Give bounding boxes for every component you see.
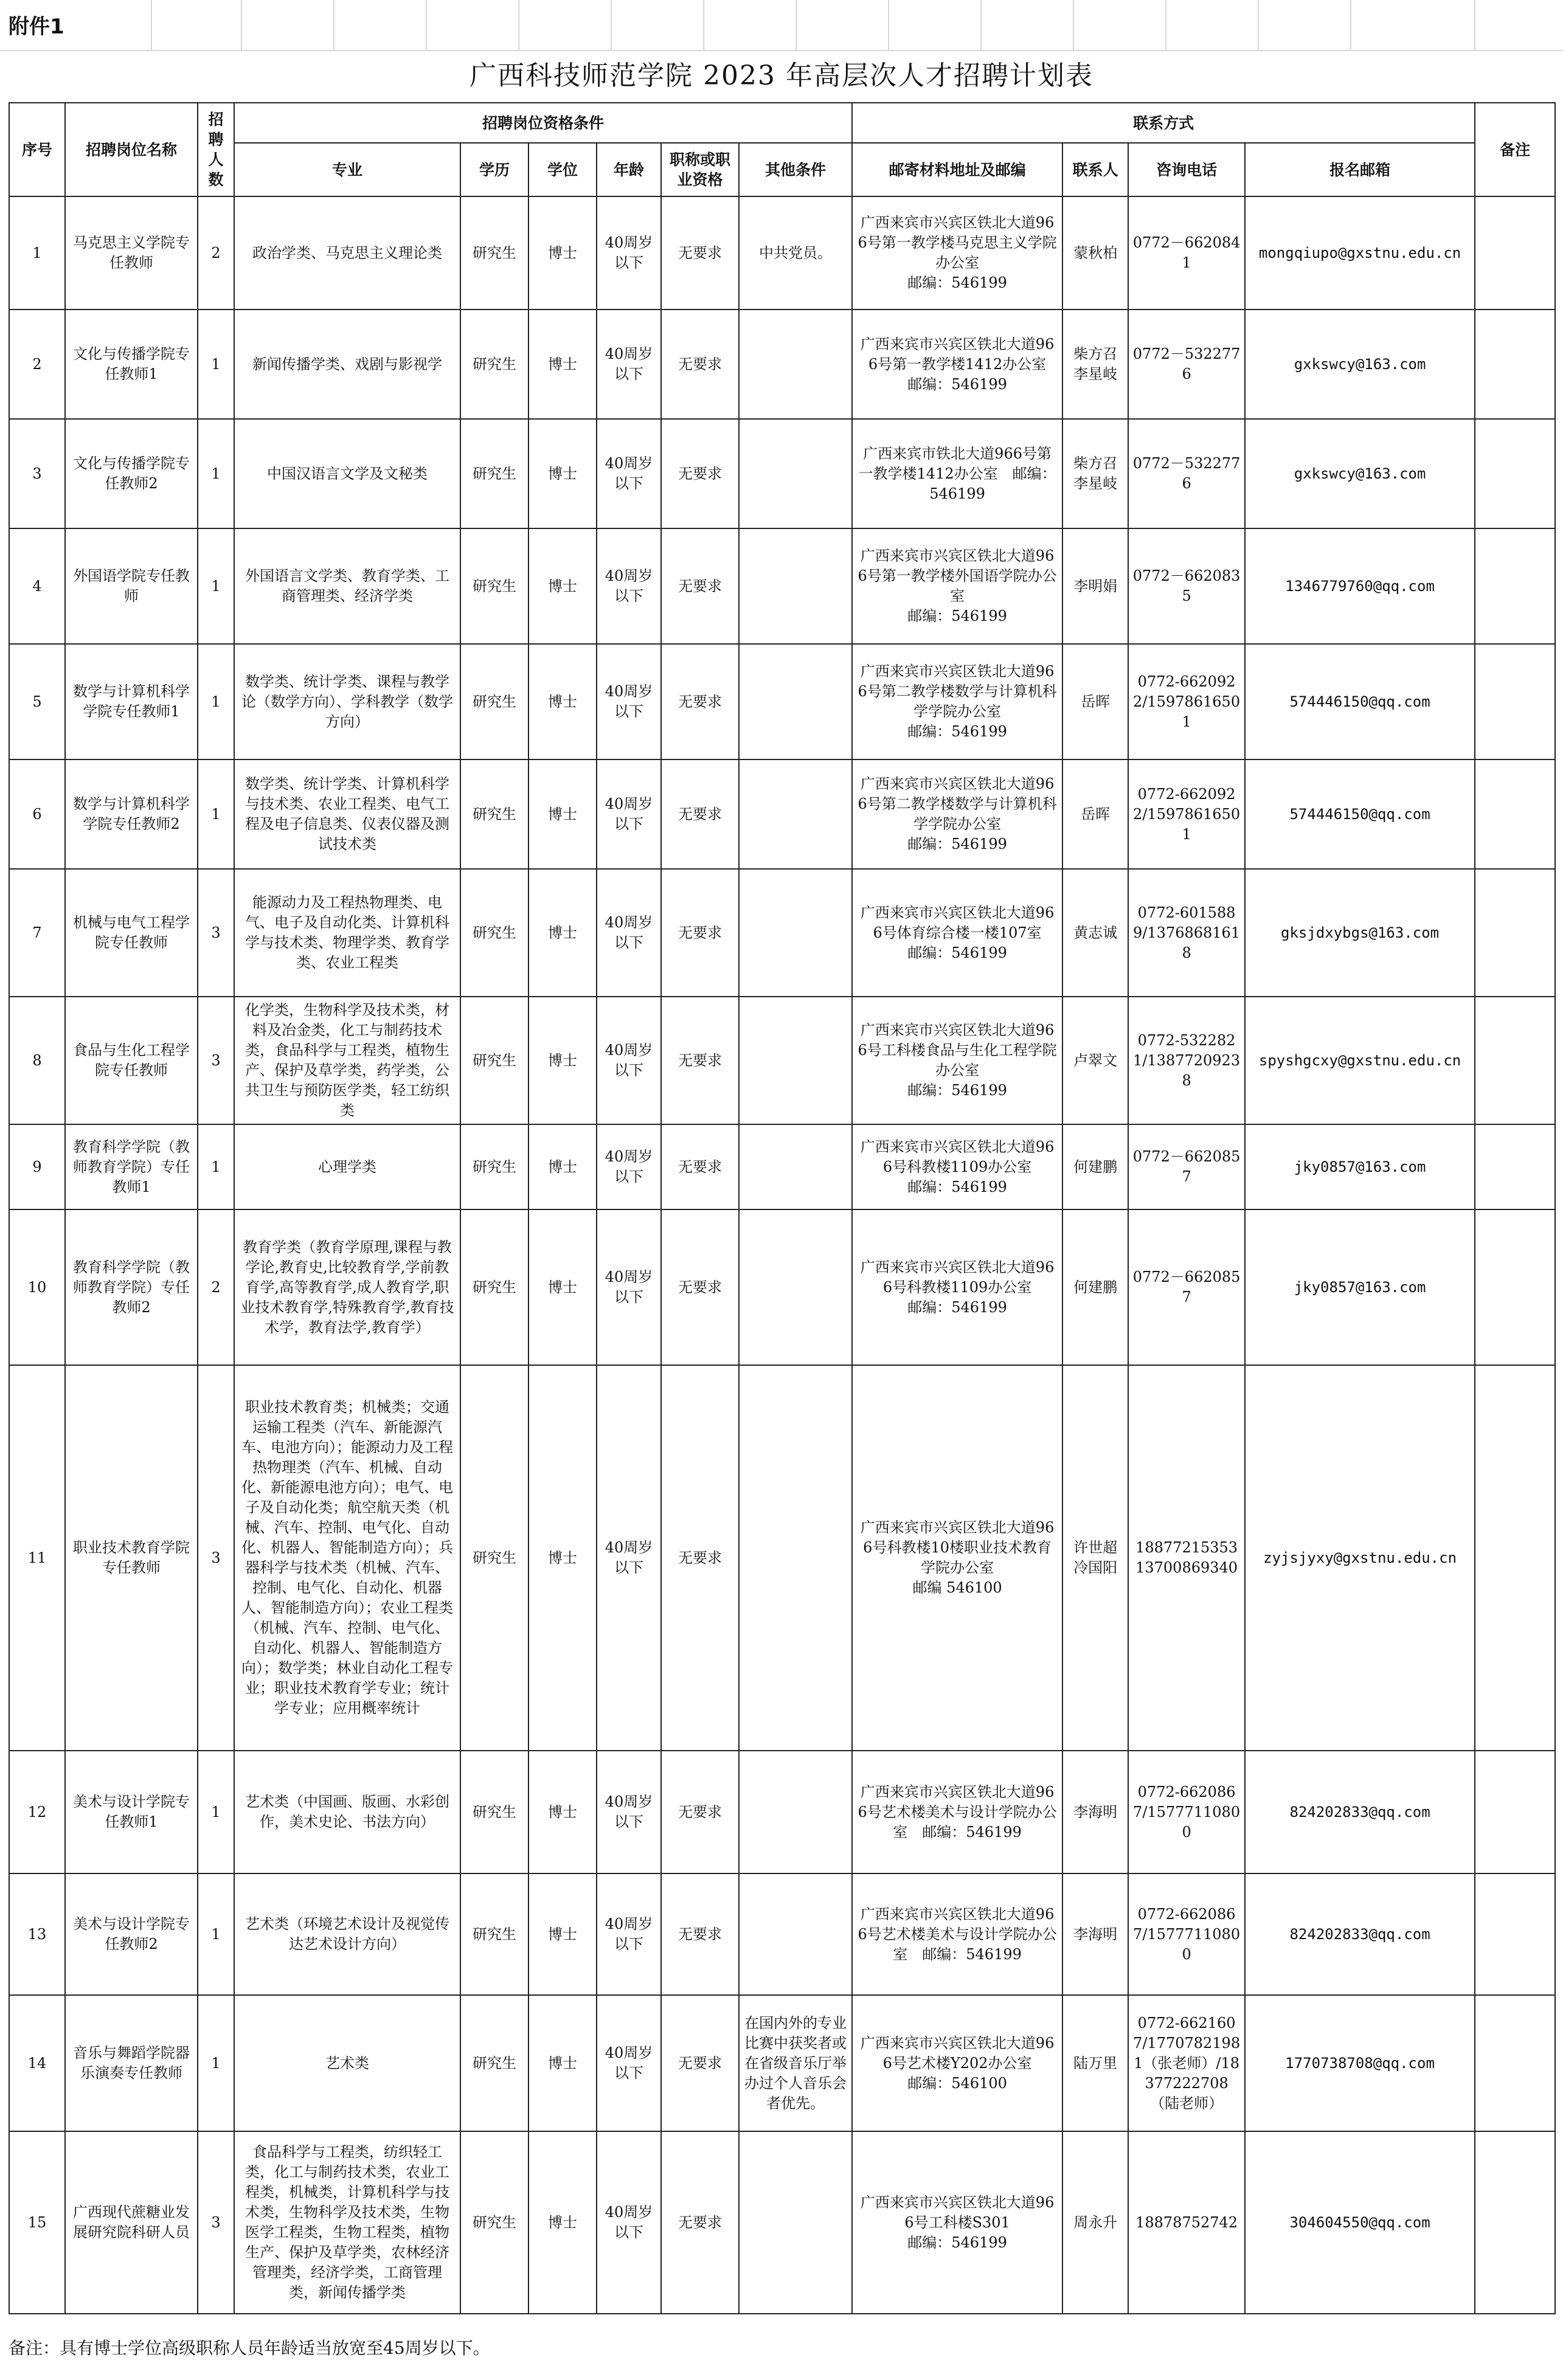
cell-email: 304604550@qq.com: [1245, 2131, 1475, 2314]
cell-address: 广西来宾市兴宾区铁北大道966号艺术楼美术与设计学院办公室 邮编：546199: [852, 1751, 1062, 1873]
cell-post: 食品与生化工程学院专任教师: [65, 997, 198, 1124]
cell-phone: 0772-6015889/13768681618: [1128, 869, 1245, 997]
cell-degree: 博士: [529, 997, 597, 1124]
cell-major: 能源动力及工程热物理类、电气、电子及自动化类、计算机科学与技术类、物理学类、教育学类、农业工程类: [234, 869, 460, 997]
cell-contact: 卢翠文: [1062, 997, 1128, 1124]
footnote: 备注：具有博士学位高级职称人员年龄适当放宽至45周岁以下。: [9, 2338, 490, 2358]
cell-remark: [1475, 1124, 1555, 1209]
cell-remark: [1475, 1209, 1555, 1365]
cell-major: 职业技术教育类；机械类；交通运输工程类（汽车、新能源汽车、电池方向）；能源动力及工程热物理类（汽车、机械、自动化、新能源电池方向）；电气、电子及自动化类；航空航天类（机械、汽车、控制、电气化、自动化、机器人、智能制造方向）；兵器科学与技术类（机械、汽车、控制、电气化、自动化、机器人、智能制造方向）；农业工程类（机械、汽车、控制、电气化、自动化、机器人、智能制造方向）；数学类；林业自动化工程专业；职业技术教育学专业；统计学专业；应用概率统计: [234, 1365, 460, 1751]
header-email: 报名邮箱: [1245, 143, 1475, 196]
table-row: [9, 1751, 1555, 1873]
cell-edu: 研究生: [460, 196, 529, 310]
cell-contact: 何建鹏: [1062, 1209, 1128, 1365]
table-row: [9, 1124, 1555, 1209]
cell-age: 40周岁以下: [597, 1751, 661, 1873]
cell-address: 广西来宾市兴宾区铁北大道966号体育综合楼一楼107室 邮编：546199: [852, 869, 1062, 997]
cell-email: gksjdxybgs@163.com: [1245, 869, 1475, 997]
cell-email: 574446150@qq.com: [1245, 759, 1475, 869]
cell-other: 在国内外的专业比赛中获奖者或在省级音乐厅举办过个人音乐会者优先。: [739, 1995, 852, 2131]
cell-title-req: 无要求: [661, 310, 739, 419]
cell-address: 广西来宾市铁北大道966号第一教学楼1412办公室 邮编：546199: [852, 419, 1062, 528]
cell-degree: 博士: [529, 1873, 597, 1995]
table-row: [9, 869, 1555, 997]
cell-remark: [1475, 1365, 1555, 1751]
cell-phone: 0772－6620835: [1128, 528, 1245, 644]
header-phone: 咨询电话: [1128, 143, 1245, 196]
cell-count: 3: [198, 2131, 234, 2314]
cell-count: 3: [198, 1365, 234, 1751]
cell-post: 机械与电气工程学院专任教师: [65, 869, 198, 997]
cell-post: 音乐与舞蹈学院器乐演奏专任教师: [65, 1995, 198, 2131]
cell-title-req: 无要求: [661, 1873, 739, 1995]
cell-other: [739, 997, 852, 1124]
cell-title-req: 无要求: [661, 1995, 739, 2131]
cell-major: 数学类、统计学类、课程与教学论（数学方向）、学科教学（数学方向）: [234, 644, 460, 759]
cell-post: 文化与传播学院专任教师2: [65, 419, 198, 528]
attachment-label: 附件1: [9, 15, 64, 39]
cell-phone: 0772-6620867/15777110800: [1128, 1751, 1245, 1873]
table-row: [9, 644, 1555, 759]
cell-no: 8: [9, 997, 65, 1124]
cell-email: 574446150@qq.com: [1245, 644, 1475, 759]
cell-major: 数学类、统计学类、计算机科学与技术类、农业工程类、电气工程及电子信息类、仪表仪器及测试技术类: [234, 759, 460, 869]
header-count: 招聘人数: [198, 103, 234, 196]
cell-count: 1: [198, 310, 234, 419]
cell-remark: [1475, 196, 1555, 310]
cell-contact: 周永升: [1062, 2131, 1128, 2314]
cell-phone: 0772－5322776: [1128, 310, 1245, 419]
cell-degree: 博士: [529, 869, 597, 997]
cell-title-req: 无要求: [661, 997, 739, 1124]
cell-major: 教育学类（教育学原理,课程与教学论,教育史,比较教育学,学前教育学,高等教育学,成人教育学,职业技术教育学,特殊教育学,教育技术学，教育法学,教育学）: [234, 1209, 460, 1365]
cell-remark: [1475, 419, 1555, 528]
cell-degree: 博士: [529, 1124, 597, 1209]
cell-title-req: 无要求: [661, 419, 739, 528]
cell-count: 1: [198, 419, 234, 528]
cell-other: [739, 1751, 852, 1873]
cell-no: 3: [9, 419, 65, 528]
cell-address: 广西来宾市兴宾区铁北大道966号第二教学楼数学与计算机科学学院办公室 邮编：546199: [852, 759, 1062, 869]
cell-other: [739, 2131, 852, 2314]
cell-age: 40周岁以下: [597, 644, 661, 759]
table-row: [9, 759, 1555, 869]
header-contact: 联系人: [1062, 143, 1128, 196]
cell-remark: [1475, 869, 1555, 997]
cell-count: 2: [198, 196, 234, 310]
recruitment-table: [9, 102, 1556, 2314]
cell-address: 广西来宾市兴宾区铁北大道966号科教楼1109办公室 邮编：546199: [852, 1124, 1062, 1209]
header-qualification-group: 招聘岗位资格条件: [234, 103, 852, 143]
cell-major: 化学类，生物科学及技术类，材料及冶金类，化工与制药技术类，食品科学与工程类，植物生产、保护及草学类，药学类，公共卫生与预防医学类，轻工纺织类: [234, 997, 460, 1124]
cell-email: 824202833@qq.com: [1245, 1873, 1475, 1995]
cell-phone: 0772－5322776: [1128, 419, 1245, 528]
cell-phone: 0772－6620841: [1128, 196, 1245, 310]
cell-age: 40周岁以下: [597, 310, 661, 419]
cell-address: 广西来宾市兴宾区铁北大道966号第一教学楼马克思主义学院办公室 邮编：546199: [852, 196, 1062, 310]
cell-contact: 李海明: [1062, 1751, 1128, 1873]
cell-major: 政治学类、马克思主义理论类: [234, 196, 460, 310]
cell-edu: 研究生: [460, 869, 529, 997]
cell-count: 3: [198, 869, 234, 997]
cell-no: 4: [9, 528, 65, 644]
cell-email: 1770738708@qq.com: [1245, 1995, 1475, 2131]
cell-count: 1: [198, 528, 234, 644]
cell-age: 40周岁以下: [597, 759, 661, 869]
cell-age: 40周岁以下: [597, 528, 661, 644]
cell-edu: 研究生: [460, 1873, 529, 1995]
table-row: [9, 1365, 1555, 1751]
cell-major: 外国语言文学类、教育学类、工商管理类、经济学类: [234, 528, 460, 644]
header-post: 招聘岗位名称: [65, 103, 198, 196]
cell-address: 广西来宾市兴宾区铁北大道966号工科楼食品与生化工程学院办公室 邮编：546199: [852, 997, 1062, 1124]
cell-other: [739, 1873, 852, 1995]
cell-other: [739, 310, 852, 419]
cell-other: [739, 419, 852, 528]
cell-title-req: 无要求: [661, 1124, 739, 1209]
table-row: [9, 196, 1555, 310]
header-title-requirement: 职称或职业资格: [661, 143, 739, 196]
cell-post: 文化与传播学院专任教师1: [65, 310, 198, 419]
cell-other: [739, 644, 852, 759]
cell-title-req: 无要求: [661, 1365, 739, 1751]
cell-count: 3: [198, 997, 234, 1124]
cell-address: 广西来宾市兴宾区铁北大道966号科教楼10楼职业技术教育学院办公室 邮编 546100: [852, 1365, 1062, 1751]
cell-degree: 博士: [529, 528, 597, 644]
cell-degree: 博士: [529, 1209, 597, 1365]
cell-phone: 18877215353 13700869340: [1128, 1365, 1245, 1751]
cell-count: 1: [198, 1995, 234, 2131]
cell-contact: 柴方召 李星岐: [1062, 419, 1128, 528]
header-education: 学历: [460, 143, 529, 196]
cell-contact: 柴方召 李星岐: [1062, 310, 1128, 419]
cell-remark: [1475, 310, 1555, 419]
cell-no: 2: [9, 310, 65, 419]
cell-phone: 0772-6620922/15978616501: [1128, 759, 1245, 869]
cell-contact: 李海明: [1062, 1873, 1128, 1995]
cell-edu: 研究生: [460, 997, 529, 1124]
cell-contact: 何建鹏: [1062, 1124, 1128, 1209]
cell-no: 5: [9, 644, 65, 759]
cell-no: 13: [9, 1873, 65, 1995]
table-row: [9, 1873, 1555, 1995]
cell-remark: [1475, 759, 1555, 869]
cell-no: 6: [9, 759, 65, 869]
cell-email: 824202833@qq.com: [1245, 1751, 1475, 1873]
cell-count: 1: [198, 1751, 234, 1873]
cell-remark: [1475, 2131, 1555, 2314]
table-row: [9, 528, 1555, 644]
cell-contact: 蒙秋柏: [1062, 196, 1128, 310]
cell-count: 1: [198, 1124, 234, 1209]
cell-age: 40周岁以下: [597, 1365, 661, 1751]
cell-edu: 研究生: [460, 528, 529, 644]
cell-age: 40周岁以下: [597, 1995, 661, 2131]
cell-edu: 研究生: [460, 1365, 529, 1751]
cell-edu: 研究生: [460, 1124, 529, 1209]
header-no: 序号: [9, 103, 65, 196]
cell-edu: 研究生: [460, 2131, 529, 2314]
cell-phone: 18878752742: [1128, 2131, 1245, 2314]
cell-edu: 研究生: [460, 1995, 529, 2131]
cell-post: 马克思主义学院专任教师: [65, 196, 198, 310]
cell-contact: 陆万里: [1062, 1995, 1128, 2131]
cell-email: gxkswcy@163.com: [1245, 310, 1475, 419]
cell-address: 广西来宾市兴宾区铁北大道966号艺术楼美术与设计学院办公室 邮编：546199: [852, 1873, 1062, 1995]
cell-age: 40周岁以下: [597, 1209, 661, 1365]
cell-degree: 博士: [529, 1995, 597, 2131]
cell-phone: 0772-6620867/15777110800: [1128, 1873, 1245, 1995]
cell-other: 中共党员。: [739, 196, 852, 310]
cell-count: 1: [198, 644, 234, 759]
cell-remark: [1475, 644, 1555, 759]
header-contact-group: 联系方式: [852, 103, 1475, 143]
header-remark: 备注: [1475, 103, 1555, 196]
cell-contact: 岳晖: [1062, 644, 1128, 759]
cell-email: spyshgcxy@gxstnu.edu.cn: [1245, 997, 1475, 1124]
cell-age: 40周岁以下: [597, 419, 661, 528]
cell-age: 40周岁以下: [597, 196, 661, 310]
cell-count: 1: [198, 759, 234, 869]
cell-major: 艺术类（中国画、版画、水彩创作，美术史论、书法方向）: [234, 1751, 460, 1873]
cell-no: 11: [9, 1365, 65, 1751]
cell-no: 9: [9, 1124, 65, 1209]
cell-count: 1: [198, 1873, 234, 1995]
cell-major: 心理学类: [234, 1124, 460, 1209]
cell-email: 1346779760@qq.com: [1245, 528, 1475, 644]
cell-address: 广西来宾市兴宾区铁北大道966号第一教学楼外国语学院办公室 邮编：546199: [852, 528, 1062, 644]
cell-other: [739, 1124, 852, 1209]
cell-email: jky0857@163.com: [1245, 1124, 1475, 1209]
cell-edu: 研究生: [460, 1751, 529, 1873]
cell-title-req: 无要求: [661, 759, 739, 869]
cell-other: [739, 869, 852, 997]
cell-remark: [1475, 1873, 1555, 1995]
cell-other: [739, 1365, 852, 1751]
cell-title-req: 无要求: [661, 2131, 739, 2314]
header-age: 年龄: [597, 143, 661, 196]
cell-post: 数学与计算机科学学院专任教师1: [65, 644, 198, 759]
cell-contact: 许世超 冷国阳: [1062, 1365, 1128, 1751]
cell-post: 美术与设计学院专任教师1: [65, 1751, 198, 1873]
table-row: [9, 419, 1555, 528]
cell-post: 数学与计算机科学学院专任教师2: [65, 759, 198, 869]
cell-degree: 博士: [529, 644, 597, 759]
cell-degree: 博士: [529, 196, 597, 310]
cell-degree: 博士: [529, 2131, 597, 2314]
cell-email: jky0857@163.com: [1245, 1209, 1475, 1365]
cell-degree: 博士: [529, 419, 597, 528]
table-row: [9, 310, 1555, 419]
cell-title-req: 无要求: [661, 528, 739, 644]
cell-no: 10: [9, 1209, 65, 1365]
cell-phone: 0772-6621607/17707821981（张老师）/18377222708（陆老师）: [1128, 1995, 1245, 2131]
cell-remark: [1475, 1995, 1555, 2131]
cell-post: 教育科学学院（教师教育学院）专任教师1: [65, 1124, 198, 1209]
cell-post: 美术与设计学院专任教师2: [65, 1873, 198, 1995]
cell-age: 40周岁以下: [597, 869, 661, 997]
header-other: 其他条件: [739, 143, 852, 196]
cell-degree: 博士: [529, 759, 597, 869]
table-row: [9, 1209, 1555, 1365]
cell-major: 新闻传播学类、戏剧与影视学: [234, 310, 460, 419]
cell-edu: 研究生: [460, 759, 529, 869]
cell-title-req: 无要求: [661, 196, 739, 310]
cell-age: 40周岁以下: [597, 997, 661, 1124]
cell-contact: 李明娟: [1062, 528, 1128, 644]
cell-degree: 博士: [529, 1365, 597, 1751]
cell-no: 1: [9, 196, 65, 310]
cell-post: 外国语学院专任教师: [65, 528, 198, 644]
cell-title-req: 无要求: [661, 869, 739, 997]
spreadsheet-header-grid: [0, 0, 1563, 51]
cell-no: 14: [9, 1995, 65, 2131]
cell-phone: 0772-5322821/13877209238: [1128, 997, 1245, 1124]
cell-edu: 研究生: [460, 644, 529, 759]
cell-address: 广西来宾市兴宾区铁北大道966号科教楼1109办公室 邮编：546199: [852, 1209, 1062, 1365]
cell-remark: [1475, 1751, 1555, 1873]
cell-email: mongqiupo@gxstnu.edu.cn: [1245, 196, 1475, 310]
cell-post: 职业技术教育学院专任教师: [65, 1365, 198, 1751]
cell-phone: 0772-6620922/15978616501: [1128, 644, 1245, 759]
cell-address: 广西来宾市兴宾区铁北大道966号艺术楼Y202办公室 邮编：546100: [852, 1995, 1062, 2131]
table-row: [9, 2131, 1555, 2314]
cell-major: 艺术类: [234, 1995, 460, 2131]
cell-major: 中国汉语言文学及文秘类: [234, 419, 460, 528]
cell-age: 40周岁以下: [597, 2131, 661, 2314]
cell-title-req: 无要求: [661, 644, 739, 759]
cell-age: 40周岁以下: [597, 1124, 661, 1209]
cell-address: 广西来宾市兴宾区铁北大道966号第一教学楼1412办公室 邮编：546199: [852, 310, 1062, 419]
cell-post: 广西现代蔗糖业发展研究院科研人员: [65, 2131, 198, 2314]
cell-count: 2: [198, 1209, 234, 1365]
cell-phone: 0772－6620857: [1128, 1124, 1245, 1209]
header-address: 邮寄材料地址及邮编: [852, 143, 1062, 196]
page-title: 广西科技师范学院 2023 年高层次人才招聘计划表: [470, 60, 1093, 91]
cell-age: 40周岁以下: [597, 1873, 661, 1995]
cell-other: [739, 528, 852, 644]
cell-major: 艺术类（环境艺术设计及视觉传达艺术设计方向）: [234, 1873, 460, 1995]
cell-email: gxkswcy@163.com: [1245, 419, 1475, 528]
cell-edu: 研究生: [460, 310, 529, 419]
table-row: [9, 997, 1555, 1124]
cell-address: 广西来宾市兴宾区铁北大道966号第二教学楼数学与计算机科学学院办公室 邮编：546199: [852, 644, 1062, 759]
cell-edu: 研究生: [460, 1209, 529, 1365]
cell-other: [739, 759, 852, 869]
cell-contact: 岳晖: [1062, 759, 1128, 869]
header-major: 专业: [234, 143, 460, 196]
cell-remark: [1475, 997, 1555, 1124]
table-row: [9, 1995, 1555, 2131]
cell-other: [739, 1209, 852, 1365]
cell-remark: [1475, 528, 1555, 644]
cell-degree: 博士: [529, 310, 597, 419]
cell-post: 教育科学学院（教师教育学院）专任教师2: [65, 1209, 198, 1365]
cell-address: 广西来宾市兴宾区铁北大道966号工科楼S301 邮编：546199: [852, 2131, 1062, 2314]
cell-degree: 博士: [529, 1751, 597, 1873]
cell-no: 12: [9, 1751, 65, 1873]
cell-contact: 黄志诚: [1062, 869, 1128, 997]
cell-title-req: 无要求: [661, 1751, 739, 1873]
cell-phone: 0772－6620857: [1128, 1209, 1245, 1365]
cell-major: 食品科学与工程类，纺织轻工类，化工与制药技术类，农业工程类，机械类，计算机科学与技术类，生物科学及技术类，生物医学工程类，生物工程类，植物生产、保护及草学类，农林经济管理类，经济学类，工商管理类，新闻传播学类: [234, 2131, 460, 2314]
cell-title-req: 无要求: [661, 1209, 739, 1365]
cell-email: zyjsjyxy@gxstnu.edu.cn: [1245, 1365, 1475, 1751]
cell-no: 15: [9, 2131, 65, 2314]
cell-no: 7: [9, 869, 65, 997]
header-degree: 学位: [529, 143, 597, 196]
cell-edu: 研究生: [460, 419, 529, 528]
